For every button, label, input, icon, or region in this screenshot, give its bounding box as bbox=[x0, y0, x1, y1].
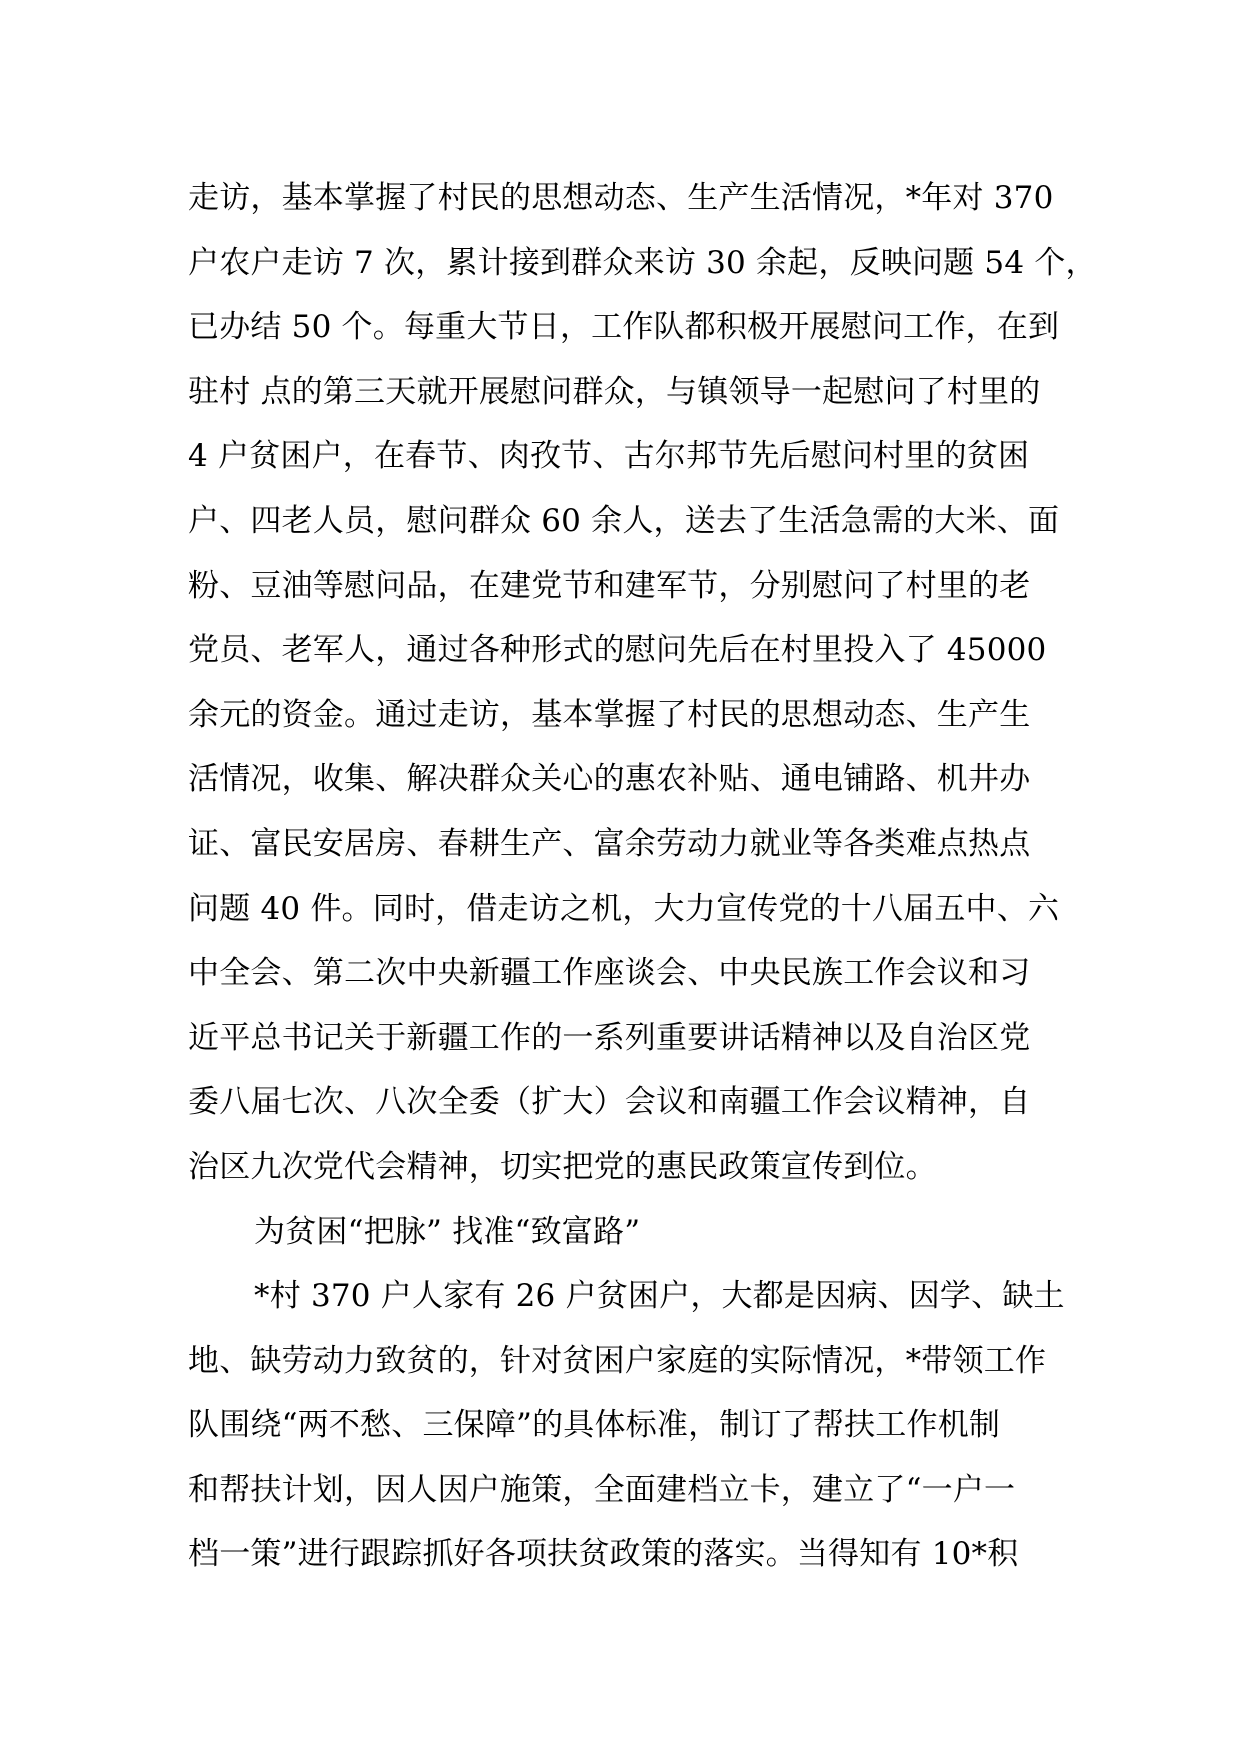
paragraph-line: 走访，基本掌握了村民的思想动态、生产生活情况，*年对 370 bbox=[188, 180, 1054, 216]
paragraph-line: 近平总书记关于新疆工作的一系列重要讲话精神以及自治区党 bbox=[188, 1019, 1031, 1056]
paragraph-line: 队围绕“两不愁、三保障”的具体标准，制订了帮扶工作机制 bbox=[188, 1407, 1001, 1444]
paragraph-line: *村 370 户人家有 26 户贫困户，大都是因病、因学、缺土 bbox=[254, 1278, 1065, 1315]
paragraph-line: 中全会、第二次中央新疆工作座谈会、中央民族工作会议和习 bbox=[188, 955, 1031, 992]
paragraph-line: 驻村 点的第三天就开展慰问群众，与镇领导一起慰问了村里的 bbox=[188, 373, 1041, 410]
document-body bbox=[188, 166, 1097, 1587]
paragraph-line: 证、富民安居房、春耕生产、富余劳动力就业等各类难点热点 bbox=[188, 825, 1031, 862]
paragraph-line: 委八届七次、八次全委（扩大）会议和南疆工作会议精神，自 bbox=[188, 1084, 1031, 1121]
section-heading: 为贫困“把脉” 找准“致富路” bbox=[254, 1213, 641, 1250]
paragraph-line: 粉、豆油等慰问品，在建党节和建军节，分别慰问了村里的老 bbox=[188, 567, 1031, 604]
paragraph-line: 余元的资金。通过走访，基本掌握了村民的思想动态、生产生 bbox=[188, 696, 1031, 733]
paragraph-line: 党员、老军人，通过各种形式的慰问先后在村里投入了 45000 bbox=[188, 632, 1047, 669]
paragraph-line: 4 户贫困户，在春节、肉孜节、古尔邦节先后慰问村里的贫困 bbox=[188, 438, 1030, 475]
paragraph-line: 和帮扶计划，因人因户施策，全面建档立卡，建立了“一户一 bbox=[188, 1471, 1016, 1508]
paragraph-line: 地、缺劳动力致贫的，针对贫困户家庭的实际情况，*带领工作 bbox=[188, 1342, 1047, 1379]
paragraph-line: 档一策”进行跟踪抓好各项扶贫政策的落实。当得知有 10*积 bbox=[188, 1536, 1019, 1573]
paragraph-line: 已办结 50 个。每重大节日，工作队都积极开展慰问工作，在到 bbox=[188, 309, 1060, 346]
paragraph-line: 问题 40 件。同时，借走访之机，大力宣传党的十八届五中、六 bbox=[188, 890, 1060, 927]
paragraph-line: 户、四老人员，慰问群众 60 余人，送去了生活急需的大米、面 bbox=[188, 502, 1060, 539]
paragraph-line: 户农户走访 7 次，累计接到群众来访 30 余起，反映问题 54 个， bbox=[188, 244, 1097, 281]
paragraph-line: 治区九次党代会精神，切实把党的惠民政策宣传到位。 bbox=[188, 1148, 937, 1185]
paragraph-line: 活情况，收集、解决群众关心的惠农补贴、通电铺路、机井办 bbox=[188, 761, 1031, 798]
